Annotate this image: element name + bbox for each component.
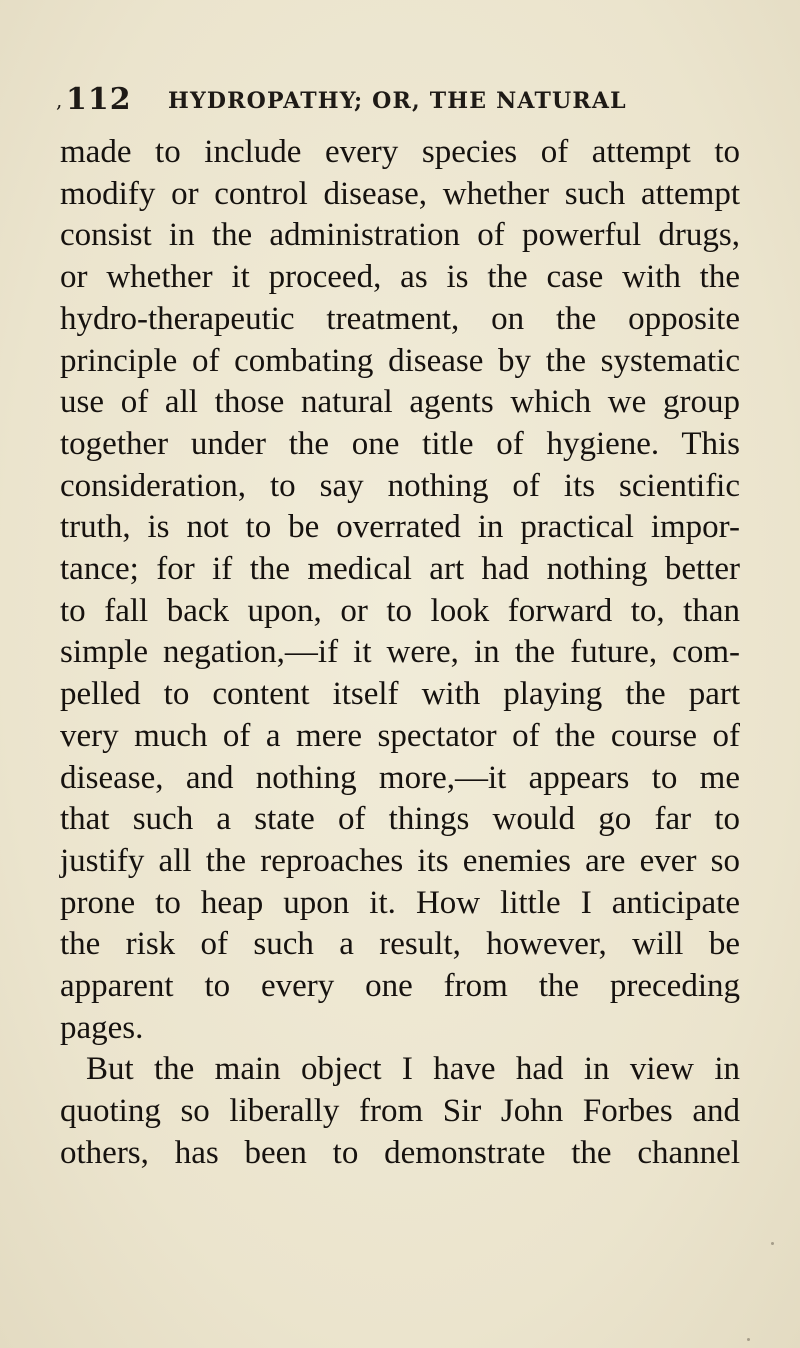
text-line: the risk of such a result, however, will be xyxy=(60,926,740,963)
text-line: consideration, to say nothing of its scientific xyxy=(60,467,740,504)
text-line: principle of combating disease by the systematic xyxy=(60,342,740,379)
text-line: others, has been to demonstrate the channel xyxy=(60,1134,740,1171)
text-line: to fall back upon, or to look forward to, than xyxy=(60,592,740,629)
text-line: quoting so liberally from Sir John Forbes and xyxy=(60,1093,740,1130)
paper-speck xyxy=(747,1338,750,1341)
text-line: apparent to every one from the preceding xyxy=(60,968,740,1005)
running-head xyxy=(56,82,746,122)
text-line: disease, and nothing more,—it appears to me xyxy=(60,759,740,796)
text-line-paragraph-end: pages. xyxy=(60,1009,144,1046)
margin-mark: , xyxy=(56,88,63,112)
body-text xyxy=(60,132,740,1175)
running-title: HYDROPATHY; OR, THE NATURAL xyxy=(168,88,627,114)
text-line: consist in the administration of powerful drugs, xyxy=(60,217,740,254)
page-number: 112 xyxy=(66,82,132,117)
text-line: hydro-therapeutic treatment, on the opposite xyxy=(60,300,740,337)
text-line: justify all the reproaches its enemies are ever so xyxy=(60,842,740,879)
text-line: truth, is not to be overrated in practical impor- xyxy=(60,509,740,546)
text-line: or whether it proceed, as is the case with the xyxy=(60,259,740,296)
paper-speck xyxy=(771,1242,774,1245)
text-line: pelled to content itself with playing the part xyxy=(60,676,740,713)
text-line: modify or control disease, whether such attempt xyxy=(60,175,740,212)
text-line: prone to heap upon it. How little I anticipate xyxy=(60,884,740,921)
text-line: very much of a mere spectator of the course of xyxy=(60,717,740,754)
text-line: that such a state of things would go far to xyxy=(60,801,740,838)
text-line-paragraph-start: But the main object I have had in view in xyxy=(86,1051,740,1088)
text-line: simple negation,—if it were, in the future, com- xyxy=(60,634,740,671)
text-line: use of all those natural agents which we group xyxy=(60,384,740,421)
text-line: made to include every species of attempt to xyxy=(60,134,740,170)
text-line: together under the one title of hygiene. This xyxy=(60,425,740,462)
text-line: tance; for if the medical art had nothing better xyxy=(60,551,740,588)
